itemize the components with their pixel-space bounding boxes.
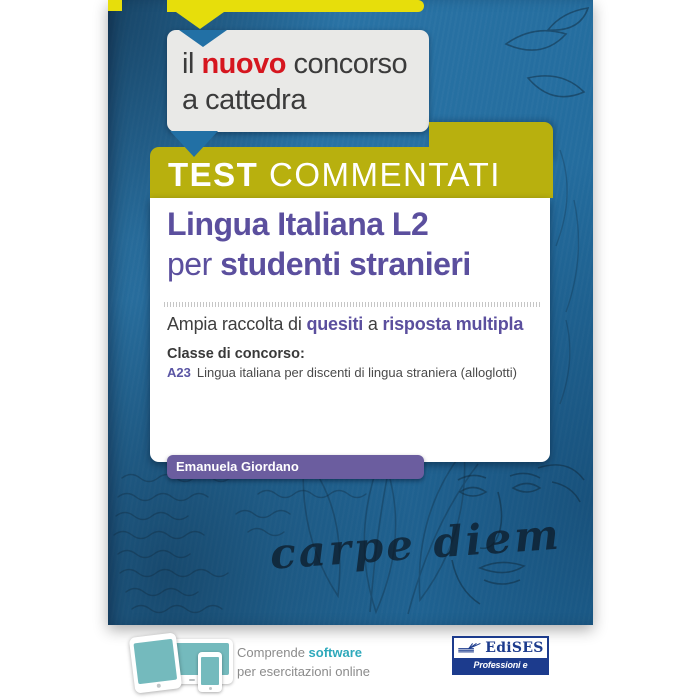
carpe-diem-text: carpe diem [268,509,564,579]
series-title [182,46,422,118]
book-title-line1: Lingua Italiana L2 [167,206,429,242]
blue-band-chevron-icon [170,131,218,158]
banner-title [168,156,553,194]
tablet-home-button [156,684,160,688]
banner-commentati: COMMENTATI [269,156,501,193]
classe-line [167,365,517,380]
classe-label: Classe di concorso: [167,346,305,362]
software-note [237,643,370,681]
yellow-chevron-down-icon [174,12,224,30]
monitor-stand [189,679,195,681]
main-card [150,198,550,462]
yellow-top-band [167,0,424,12]
edge-scribbles [556,150,579,404]
phone-screen [201,657,219,685]
classe-code: A23 [167,365,191,380]
publisher-name: EdiSES [485,640,544,656]
publisher-logo-row [454,638,547,658]
publisher-tagline: Professioni e Concorsi [454,658,547,673]
book-cover [108,0,593,625]
book-pages-icon [457,641,483,655]
series-line1: il nuovo concorso [182,48,408,80]
classe-desc: Lingua italiana per discenti di lingua straniera (alloglotti) [196,365,517,380]
blue-notch-chevron-icon [179,30,227,47]
publisher-logo [452,636,549,685]
author-bar: Emanuela Giordano [167,455,424,479]
yellow-corner-tab [108,0,122,11]
dotted-separator [164,302,542,307]
book-title-line2: per studenti stranieri [167,246,471,282]
tablet-screen [133,639,177,684]
software-note-line1: Comprende software [237,645,363,660]
software-note-line2: per esercitazioni online [237,664,370,679]
tablet-icon [129,632,182,693]
phone-home-button [209,687,212,690]
series-line2: a cattedra [182,84,306,116]
nuovo-highlight: nuovo [201,48,286,80]
leaf-sketch-top [506,8,588,97]
subtitle: Ampia raccolta di quesiti a risposta multipla [167,314,524,334]
banner-test: TEST [168,156,259,193]
phone-icon [198,652,222,692]
